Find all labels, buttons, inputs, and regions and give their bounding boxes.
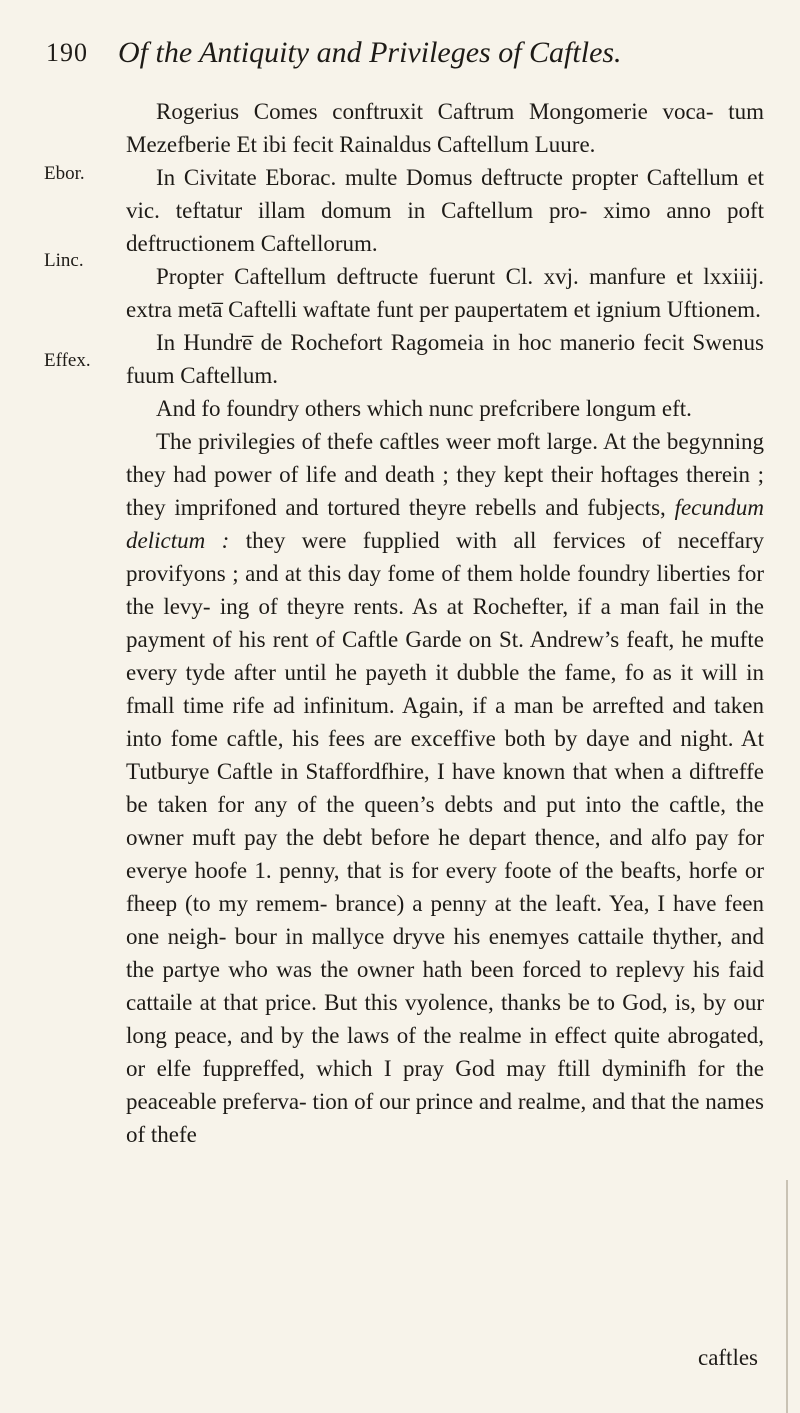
margin-notes <box>0 0 100 1413</box>
margin-note-essex: Effex. <box>44 350 91 371</box>
running-title: Of the Antiquity and Privileges of Caftles. <box>118 36 622 69</box>
body-text <box>126 95 764 1151</box>
paragraph: And fo foundry others which nunc prefcribere longum eft. <box>156 396 692 421</box>
paragraph-privileges-rest: they were fupplied with all fervices of neceffary provifyons ; and at this day fome of them holde foundry liberties for the levy- ing of theyre rents. As at Rochefter, if a man fail in the payment of his rent of Caftle Garde on St. Andrew’s feaft, he mufte every tyde after until he payeth it dubble the fame, fo as it will in fmall time rife ad infinitum. Again, if a man be arrefted and taken into fome caftle, his fees are exceffive both by daye and night. At Tutburye Caftle in Staffordfhire, I have known that when a diftreffe be taken for any of the queen’s debts and put into the caftle, the owner muft pay the debt before he depart thence, and alfo pay for everye hoofe 1. penny, that is for every foote of the beafts, horfe or fheep (to my remem- brance) a penny at the leaft. Yea, I have feen one neigh- bour in mallyce dryve his enemyes cattaile thyther, and the partye who was the owner hath been forced to replevy his faid cattaile at that price. But this vyolence, thanks be to God, is, by our long peace, and by the laws of the realme in effect quite abrogated, or elfe fuppreffed, which I pray God may ftill dyminifh for the peaceable preferva- tion of our prince and realme, and that the names of thefe <box>126 528 765 1147</box>
page-number: 190 <box>46 38 88 67</box>
italic-phrase: fecundum delictum : <box>126 495 764 553</box>
paragraph: Rogerius Comes conftruxit Caftrum Mongomerie voca- tum Mezefberie Et ibi fecit Rainaldus Caftellum Luure. <box>126 99 764 157</box>
margin-note-ebor: Ebor. <box>44 163 85 184</box>
paragraph: In Civitate Eborac. multe Domus deftructe propter Caftellum et vic. teftatur illam domum in Caftellum pro- ximo anno poft deftructionem Caftellorum. <box>126 165 764 256</box>
binding-edge <box>786 1180 800 1413</box>
page-header <box>0 30 800 80</box>
paragraph-privileges <box>126 425 764 1151</box>
paragraph: Propter Caftellum deftructe fuerunt Cl. xvj. manfure et lxxiiij. extra meta̅ Caftelli waftate funt per paupertatem et ignium Uftionem. <box>126 264 764 322</box>
catchword: caftles <box>697 1345 758 1370</box>
paragraph: In Hundre̅ de Rochefort Ragomeia in hoc manerio fecit Swenus fuum Caftellum. <box>126 330 764 388</box>
paragraph-privileges-start: The privilegies of thefe caftles weer moft large. At the begynning they had power of life and death ; they kept their hoftages therein ; they imprifoned and tortured theyre rebells and fubjects, <box>126 429 764 520</box>
margin-note-linc: Linc. <box>44 250 84 271</box>
